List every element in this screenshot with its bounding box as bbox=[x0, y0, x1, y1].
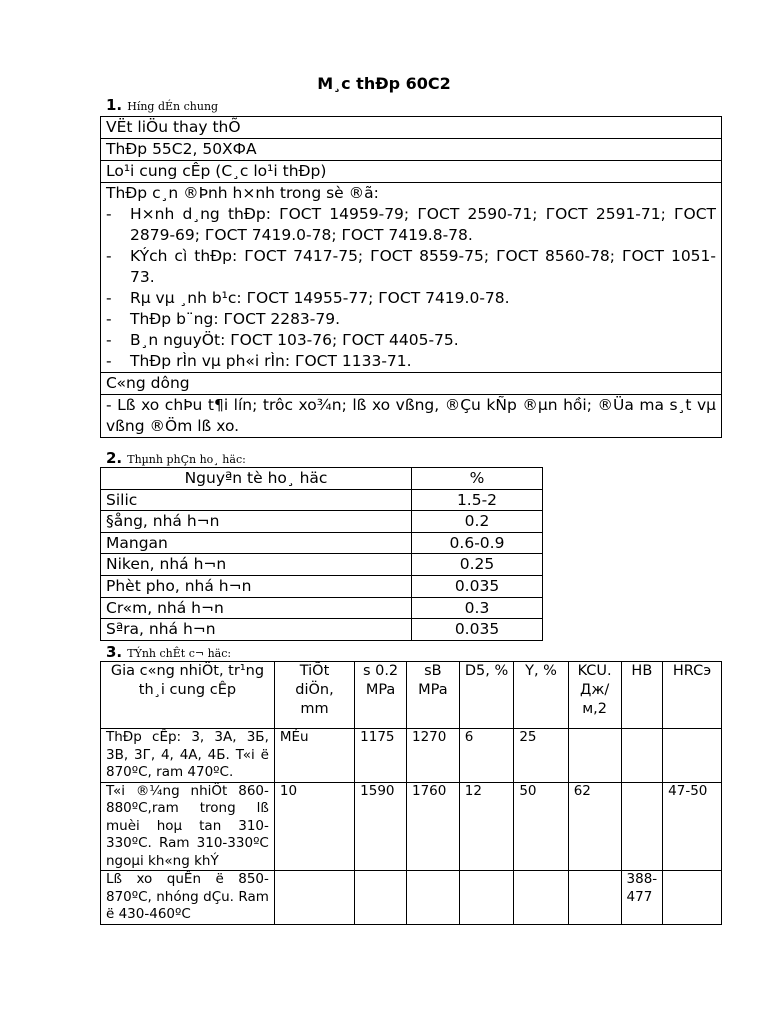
value-cell: 10 bbox=[274, 782, 354, 871]
standards-heading: ThÐp c¸n ®Þnh h×nh trong sè ®ã: bbox=[106, 184, 379, 202]
section-heading-general: 1. Híng dÉn chung bbox=[106, 96, 219, 114]
column-header: HRCэ bbox=[663, 662, 722, 729]
standard-item: - KÝch cì thÐp: ГОСТ 7417-75; ГОСТ 8559-75; ГОСТ 8560-78; ГОСТ 1051-73. bbox=[106, 247, 716, 286]
percent-cell: 0.035 bbox=[412, 619, 543, 641]
element-name-cell: Mangan bbox=[101, 532, 412, 554]
value-cell: 388-477 bbox=[621, 871, 663, 925]
element-name-cell: Phèt pho, nhá h¬n bbox=[101, 575, 412, 597]
value-cell bbox=[459, 871, 514, 925]
element-name-cell: Sªra, nhá h¬n bbox=[101, 619, 412, 641]
column-header: TiÕt diÖn, mm bbox=[274, 662, 354, 729]
section-heading-composition: 2. Thµnh phÇn ho¸ häc: bbox=[106, 449, 246, 467]
value-cell: 47-50 bbox=[663, 782, 722, 871]
substitute-value: ThÐp 55C2, 50ХФА bbox=[101, 139, 722, 161]
value-cell bbox=[621, 729, 663, 783]
general-info-table bbox=[100, 116, 722, 438]
percent-cell: 0.035 bbox=[412, 575, 543, 597]
value-cell bbox=[663, 871, 722, 925]
column-header: Gia c«ng nhiÖt, tr¹ng th¸i cung cÊp bbox=[101, 662, 275, 729]
value-cell bbox=[406, 871, 459, 925]
value-cell bbox=[621, 782, 663, 871]
value-cell: 1175 bbox=[355, 729, 407, 783]
supply-heading: Lo¹i cung cÊp (C¸c lo¹i thÐp) bbox=[101, 161, 722, 183]
value-cell: 50 bbox=[514, 782, 568, 871]
table-header-row bbox=[101, 468, 543, 490]
table-row bbox=[101, 532, 543, 554]
percent-cell: 0.6-0.9 bbox=[412, 532, 543, 554]
value-cell: MÉu bbox=[274, 729, 354, 783]
standard-item: - B¸n nguyÖt: ГОСТ 103-76; ГОСТ 4405-75. bbox=[106, 331, 459, 349]
table-row bbox=[101, 489, 543, 511]
value-cell: 1590 bbox=[355, 782, 407, 871]
standard-item: - Rµ vµ ¸nh b¹c: ГОСТ 14955-77; ГОСТ 7419.0-78. bbox=[106, 289, 510, 307]
standard-item: - ThÐp b¨ng: ГОСТ 2283-79. bbox=[106, 310, 341, 328]
value-cell: 62 bbox=[568, 782, 621, 871]
column-header: Y, % bbox=[514, 662, 568, 729]
substitute-heading: VËt liÖu thay thÕ bbox=[101, 117, 722, 139]
value-cell bbox=[514, 871, 568, 925]
value-cell bbox=[355, 871, 407, 925]
standard-item: - ThÐp rÌn vµ ph«i rÌn: ГОСТ 1133-71. bbox=[106, 352, 412, 370]
usage-text: - Lß xo chÞu t¶i lín; trôc xo¾n; lß xo vßng, ®Çu kÑp ®µn hồi; ®Üa ma s¸t vµ vßng ®Öm lß xo. bbox=[101, 395, 722, 438]
table-row bbox=[101, 511, 543, 533]
element-name-cell: Silic bbox=[101, 489, 412, 511]
table-row bbox=[101, 619, 543, 641]
table-header-row bbox=[101, 662, 722, 729]
value-cell: 25 bbox=[514, 729, 568, 783]
value-cell bbox=[568, 729, 621, 783]
table-row bbox=[101, 597, 543, 619]
column-header: HB bbox=[621, 662, 663, 729]
column-header: Nguyªn tè ho¸ häc bbox=[101, 468, 412, 490]
column-header: KCU. Дж/ м,2 bbox=[568, 662, 621, 729]
composition-table bbox=[100, 467, 543, 641]
standards-cell bbox=[101, 183, 722, 373]
value-cell: 6 bbox=[459, 729, 514, 783]
table-row bbox=[101, 575, 543, 597]
value-cell bbox=[274, 871, 354, 925]
value-cell bbox=[663, 729, 722, 783]
table-row bbox=[101, 871, 722, 925]
column-header: sB MPa bbox=[406, 662, 459, 729]
value-cell: 1760 bbox=[406, 782, 459, 871]
percent-cell: 1.5-2 bbox=[412, 489, 543, 511]
page-title: M¸c thÐp 60C2 bbox=[317, 74, 451, 93]
treatment-cell: ThÐp cÊp: 3, 3А, 3Б, 3В, 3Г, 4, 4А, 4Б. T«i ë 870ºC, ram 470ºC. bbox=[101, 729, 275, 783]
table-row bbox=[101, 554, 543, 576]
usage-heading: C«ng dông bbox=[101, 373, 722, 395]
percent-cell: 0.3 bbox=[412, 597, 543, 619]
treatment-cell: Lß xo quÊn ë 850-870ºC, nhóng dÇu. Ram ë 430-460ºC bbox=[101, 871, 275, 925]
column-header: D5, % bbox=[459, 662, 514, 729]
value-cell: 12 bbox=[459, 782, 514, 871]
element-name-cell: §ång, nhá h¬n bbox=[101, 511, 412, 533]
table-row bbox=[101, 782, 722, 871]
value-cell: 1270 bbox=[406, 729, 459, 783]
percent-cell: 0.25 bbox=[412, 554, 543, 576]
value-cell bbox=[568, 871, 621, 925]
column-header: s 0.2 MPa bbox=[355, 662, 407, 729]
table-row bbox=[101, 729, 722, 783]
element-name-cell: Cr«m, nhá h¬n bbox=[101, 597, 412, 619]
mechanical-properties-table bbox=[100, 661, 722, 925]
element-name-cell: Niken, nhá h¬n bbox=[101, 554, 412, 576]
percent-cell: 0.2 bbox=[412, 511, 543, 533]
standard-item: - H×nh d¸ng thÐp: ГОСТ 14959-79; ГОСТ 2590-71; ГОСТ 2591-71; ГОСТ 2879-69; ГОСТ 7419.0-78; ГОСТ 7419.8-78. bbox=[106, 205, 716, 244]
section-heading-mechanical: 3. TÝnh chÊt c¬ häc: bbox=[106, 643, 232, 661]
treatment-cell: T«i ®¼ng nhiÖt 860-880ºC,ram trong lß muèi hoµ tan 310-330ºC. Ram 310-330ºC ngoµi kh«ng khÝ bbox=[101, 782, 275, 871]
column-header: % bbox=[412, 468, 543, 490]
